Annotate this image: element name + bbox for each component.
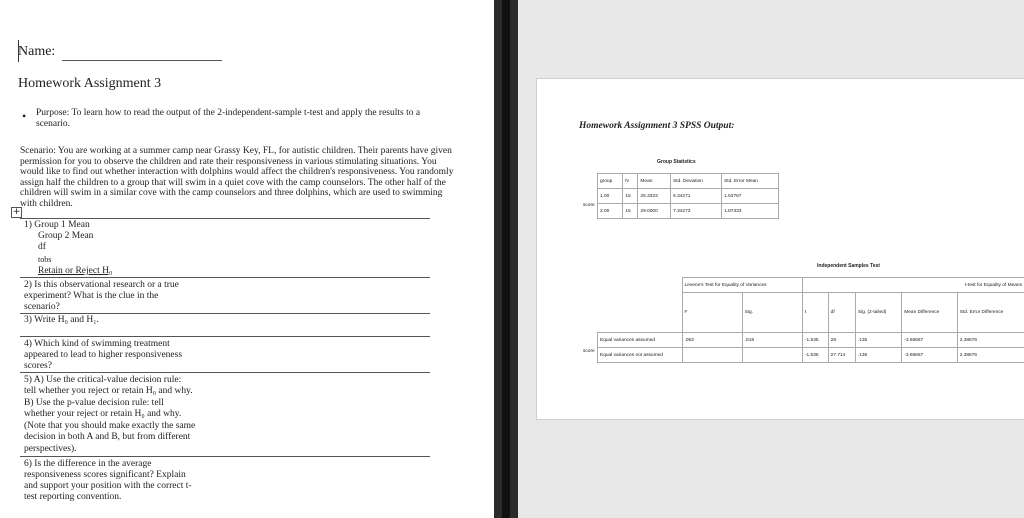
q5-line4: whether your reject or retain H₀ and why. — [24, 409, 182, 419]
gs-cell: 1.63767 — [722, 189, 779, 204]
it-cell: -1.535 — [802, 333, 828, 348]
it-cell: .136 — [855, 348, 901, 363]
page-divider — [494, 0, 518, 518]
it-row-label: Equal variances not assumed — [598, 348, 683, 363]
spss-output-panel — [518, 0, 1024, 518]
name-input-line[interactable] — [62, 60, 222, 61]
group-stats-table — [579, 173, 779, 219]
q2-line1: 2) Is this observational research or a true — [24, 280, 179, 290]
table-border — [20, 313, 430, 314]
ind-test-caption: Independent Samples Test — [817, 263, 880, 269]
q5-line6: decision in both A and B, but from different — [24, 432, 191, 442]
q5-line3: B) Use the p-value decision rule: tell — [24, 398, 164, 408]
q5-line5: (Note that you should make exactly the same — [24, 421, 196, 431]
group-stats-row-label: score — [583, 203, 595, 208]
it-cell: .819 — [742, 333, 802, 348]
table-move-handle-icon[interactable]: + — [12, 207, 21, 217]
gs-cell: 25.3333 — [638, 189, 671, 204]
q1-group2: Group 2 Mean — [38, 231, 94, 241]
it-header: t — [802, 293, 828, 333]
it-header: Std. Error Difference — [957, 293, 1024, 333]
q6-line3: and support your position with the correct t- — [24, 481, 192, 491]
ttest-header: t-test for Equality of Means — [802, 278, 1024, 293]
homework-page — [0, 0, 494, 518]
gs-header: Std. Error Mean — [722, 174, 779, 189]
it-cell: 2.38876 — [957, 333, 1024, 348]
group-stats-caption: Group Statistics — [657, 159, 696, 165]
spss-title: Homework Assignment 3 SPSS Output: — [579, 121, 735, 131]
gs-header: Mean — [638, 174, 671, 189]
gs-cell: 2.00 — [598, 204, 623, 219]
gs-cell: 15 — [623, 204, 638, 219]
scenario-text: Scenario: You are working at a summer camp near Grassy Key, FL, for autistic children. Their parents have given permission for you to observe the children and rate their responsiveness in various stimulating situations. You would like to find out whether interaction with dolphins would affect the children's responsiveness. You randomly assign half the children to a group that will swim in a quiet cove with the camp counselors. The other half of the children will swim in a similar cove with the camp counselors and three dolphins, which are used to swimming with children. — [20, 146, 454, 209]
it-cell: -3.66667 — [902, 348, 957, 363]
levene-header: Levene's Test for Equality of Variances — [682, 278, 802, 293]
q5-line7: perspectives). — [24, 444, 77, 454]
it-cell: 28 — [828, 333, 855, 348]
table-border — [20, 456, 430, 457]
gs-cell: 1.00 — [598, 189, 623, 204]
q6-line2: responsiveness scores significant? Explain — [24, 470, 186, 480]
it-header: df — [828, 293, 855, 333]
it-cell: .053 — [682, 333, 742, 348]
gs-header: N — [623, 174, 638, 189]
table-border — [20, 336, 430, 337]
it-header: Sig. (2-tailed) — [855, 293, 901, 333]
bullet-icon: • — [22, 109, 27, 123]
name-label: Name: — [18, 44, 56, 59]
it-row-label: Equal variances assumed — [598, 333, 683, 348]
q1-retain-reject: Retain or Reject H₀ — [38, 266, 113, 276]
q6-line1: 6) Is the difference in the average — [24, 459, 152, 469]
gs-cell: 7.34273 — [671, 204, 722, 219]
it-header: Mean Difference — [902, 293, 957, 333]
q1-group1: 1) Group 1 Mean — [24, 220, 90, 230]
gs-cell: 29.0000 — [638, 204, 671, 219]
ind-test-row-label: score — [583, 349, 595, 354]
q3-text: 3) Write H₀ and H₁. — [24, 315, 99, 325]
q4-line3: scores? — [24, 361, 52, 371]
q1-tobs: tobs — [38, 255, 52, 264]
assignment-title: Homework Assignment 3 — [18, 76, 162, 91]
it-header: F — [682, 293, 742, 333]
q5-line1: 5) A) Use the critical-value decision rule: — [24, 375, 182, 385]
gs-cell: 1.87333 — [722, 204, 779, 219]
table-border — [20, 372, 430, 373]
q2-line2: experiment? What is the clue in the — [24, 291, 159, 301]
q1-df: df — [38, 242, 46, 252]
it-cell: 27.714 — [828, 348, 855, 363]
gs-header: group — [598, 174, 623, 189]
it-cell: -3.66667 — [902, 333, 957, 348]
gs-header: Std. Deviation — [671, 174, 722, 189]
ind-test-table — [597, 277, 1024, 363]
it-header: Sig. — [742, 293, 802, 333]
q4-line1: 4) Which kind of swimming treatment — [24, 339, 170, 349]
q2-line3: scenario? — [24, 302, 60, 312]
q5-line2: tell whether you reject or retain H₀ and why. — [24, 386, 193, 396]
spss-page — [536, 78, 1024, 420]
table-border — [20, 277, 430, 278]
purpose-text: Purpose: To learn how to read the output of the 2-independent-sample t-test and apply the results to a scenario. — [36, 108, 421, 129]
it-cell: -1.535 — [802, 348, 828, 363]
table-border — [20, 218, 430, 219]
it-cell: 2.38876 — [957, 348, 1024, 363]
it-cell — [682, 348, 742, 363]
q4-line2: appeared to lead to higher responsiveness — [24, 350, 183, 360]
gs-cell: 15 — [623, 189, 638, 204]
it-cell: .136 — [855, 333, 901, 348]
q6-line4: test reporting convention. — [24, 492, 122, 502]
gs-cell: 6.34271 — [671, 189, 722, 204]
it-cell — [742, 348, 802, 363]
